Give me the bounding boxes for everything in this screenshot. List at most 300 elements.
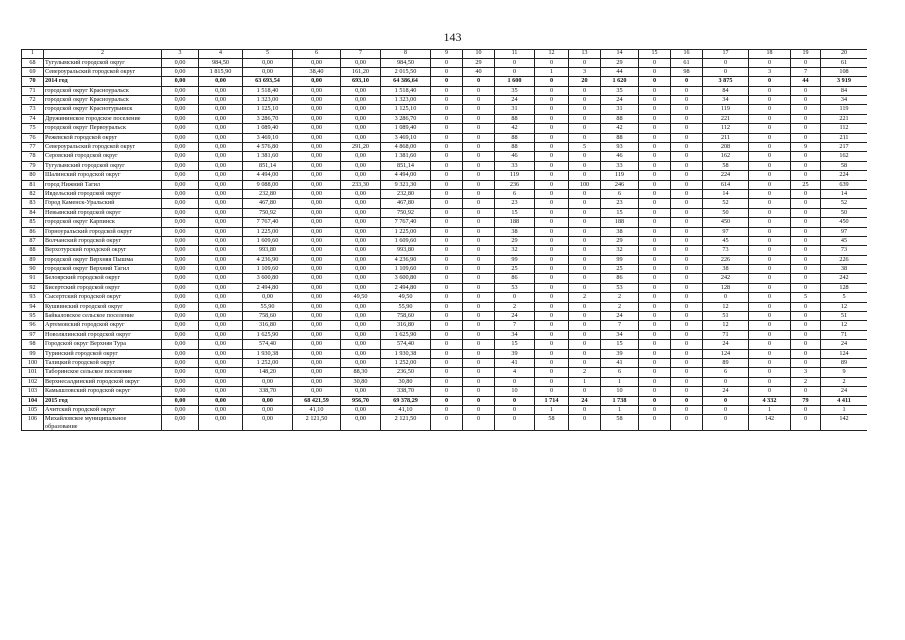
value-cell: 0 [569,274,601,283]
value-cell: 0,00 [199,161,243,170]
value-cell: 0,00 [341,283,381,292]
value-cell: 6 [495,189,535,198]
value-cell: 0,00 [293,368,341,377]
value-cell: 0,00 [341,387,381,396]
value-cell: 9 088,00 [243,180,293,189]
municipality-cell: Кушвинский городской округ [44,302,162,311]
table-row [22,77,868,86]
value-cell: 0 [463,218,495,227]
value-cell: 0 [463,405,495,414]
value-cell: 0 [535,255,569,264]
value-cell: 112 [821,124,868,133]
value-cell: 0,00 [293,274,341,283]
value-cell: 0 [639,180,671,189]
value-cell: 63 693,54 [243,77,293,86]
value-cell: 24 [601,96,639,105]
value-cell: 0 [569,227,601,236]
value-cell: 246 [601,180,639,189]
value-cell: 0,00 [293,330,341,339]
value-cell: 24 [495,312,535,321]
value-cell: 0 [639,86,671,95]
value-cell: 0,00 [243,405,293,414]
value-cell: 0 [671,171,703,180]
value-cell: 9 321,30 [381,180,431,189]
value-cell: 0 [431,283,463,292]
value-cell: 693,10 [341,77,381,86]
value-cell: 0,00 [341,340,381,349]
value-cell: 0 [431,246,463,255]
municipality-cell: городской округ Карпинск [44,218,162,227]
value-cell: 0,00 [341,321,381,330]
value-cell: 42 [601,124,639,133]
value-cell: 0,00 [199,180,243,189]
value-cell: 44 [601,67,639,76]
value-cell: 0 [463,236,495,245]
value-cell: 2 [821,377,868,386]
value-cell: 73 [703,246,749,255]
header-cell: 18 [749,50,791,59]
table-row [22,236,868,245]
value-cell: 0 [639,321,671,330]
value-cell: 639 [821,180,868,189]
value-cell: 0 [463,340,495,349]
row-number-cell: 81 [22,180,44,189]
value-cell: 0,00 [199,77,243,86]
row-number-cell: 75 [22,124,44,133]
value-cell: 4 868,00 [381,143,431,152]
value-cell: 0,00 [341,359,381,368]
value-cell: 226 [703,255,749,264]
value-cell: 0 [569,387,601,396]
value-cell: 3 600,80 [243,274,293,283]
table-row [22,114,868,123]
value-cell: 0 [535,218,569,227]
value-cell: 0 [671,340,703,349]
value-cell: 0,00 [199,265,243,274]
value-cell: 758,60 [243,312,293,321]
value-cell: 7 [601,321,639,330]
value-cell: 0,00 [341,105,381,114]
value-cell: 0 [791,405,821,414]
value-cell: 0,00 [162,114,199,123]
value-cell: 0 [671,208,703,217]
value-cell: 50 [703,208,749,217]
value-cell: 984,50 [199,58,243,67]
value-cell: 0 [749,227,791,236]
value-cell: 1 381,60 [381,152,431,161]
value-cell: 97 [703,227,749,236]
value-cell: 2 [791,377,821,386]
value-cell: 0 [639,340,671,349]
value-cell: 1 [821,405,868,414]
table-row [22,96,868,105]
value-cell: 0 [639,227,671,236]
value-cell: 79 [791,396,821,405]
value-cell: 0 [639,387,671,396]
value-cell: 45 [703,236,749,245]
municipality-cell: Горноуральский городской округ [44,227,162,236]
value-cell: 24 [703,387,749,396]
header-cell: 16 [671,50,703,59]
value-cell: 0,00 [341,58,381,67]
value-cell: 71 [703,330,749,339]
value-cell: 0 [671,114,703,123]
value-cell: 24 [821,387,868,396]
value-cell: 0 [671,161,703,170]
value-cell: 0 [535,321,569,330]
value-cell: 0 [463,124,495,133]
value-cell: 3 286,70 [243,114,293,123]
value-cell: 0,00 [162,293,199,302]
value-cell: 33 [601,161,639,170]
value-cell: 7 [791,67,821,76]
value-cell: 0,00 [162,387,199,396]
value-cell: 24 [821,340,868,349]
value-cell: 0 [749,302,791,311]
value-cell: 2 [601,302,639,311]
value-cell: 12 [821,302,868,311]
row-number-cell: 74 [22,114,44,123]
value-cell: 1 625,90 [381,330,431,339]
value-cell: 1 [569,377,601,386]
value-cell: 20 [569,77,601,86]
value-cell: 0 [431,152,463,161]
row-number-cell: 97 [22,330,44,339]
value-cell: 0 [431,312,463,321]
value-cell: 0,00 [341,246,381,255]
value-cell: 0,00 [162,274,199,283]
header-cell: 4 [199,50,243,59]
value-cell: 0 [535,227,569,236]
value-cell: 0 [671,321,703,330]
value-cell: 188 [601,218,639,227]
row-number-cell: 79 [22,161,44,170]
value-cell: 1 [535,67,569,76]
value-cell: 23 [495,199,535,208]
value-cell: 0 [431,377,463,386]
value-cell: 0,00 [341,208,381,217]
value-cell: 0 [791,387,821,396]
value-cell: 45 [821,236,868,245]
value-cell: 58 [601,415,639,431]
value-cell: 88 [495,114,535,123]
value-cell: 0,00 [199,105,243,114]
value-cell: 0,00 [199,368,243,377]
value-cell: 0,00 [341,171,381,180]
value-cell: 1 109,60 [243,265,293,274]
value-cell: 0,00 [293,227,341,236]
value-cell: 0 [431,180,463,189]
value-cell: 4 576,80 [243,143,293,152]
value-cell: 0 [463,302,495,311]
value-cell: 24 [703,340,749,349]
value-cell: 15 [495,208,535,217]
value-cell: 0 [431,349,463,358]
header-cell: 14 [601,50,639,59]
data-table [21,49,867,431]
value-cell: 0 [639,415,671,431]
municipality-cell: городской округ Верхняя Пышма [44,255,162,264]
value-cell: 0 [535,302,569,311]
value-cell: 0 [495,293,535,302]
value-cell: 0 [463,114,495,123]
value-cell: 0 [703,293,749,302]
value-cell: 0 [431,199,463,208]
value-cell: 0,00 [293,180,341,189]
table-row [22,396,868,405]
value-cell: 1 125,10 [381,105,431,114]
value-cell: 2 015,50 [381,67,431,76]
value-cell: 0,00 [162,143,199,152]
value-cell: 0 [535,133,569,142]
value-cell: 24 [569,396,601,405]
value-cell: 0,00 [162,67,199,76]
row-number-cell: 88 [22,246,44,255]
table-row [22,340,868,349]
value-cell: 4 332 [749,396,791,405]
municipality-cell: Шалинский городской округ [44,171,162,180]
value-cell: 58 [703,161,749,170]
value-cell: 0 [431,227,463,236]
table-row [22,199,868,208]
row-number-cell: 93 [22,293,44,302]
value-cell: 0 [463,312,495,321]
value-cell: 0 [569,152,601,161]
row-number-cell: 71 [22,86,44,95]
value-cell: 0,00 [341,330,381,339]
value-cell: 0,00 [199,133,243,142]
value-cell: 0 [703,396,749,405]
value-cell: 0 [535,124,569,133]
value-cell: 12 [703,302,749,311]
page-number: 143 [443,30,462,44]
value-cell: 0 [569,161,601,170]
value-cell: 0,00 [293,321,341,330]
value-cell: 14 [821,189,868,198]
value-cell: 0 [431,415,463,431]
value-cell: 0 [703,67,749,76]
value-cell: 0,00 [341,133,381,142]
value-cell: 0 [639,312,671,321]
value-cell: 0,00 [199,189,243,198]
value-cell: 89 [821,359,868,368]
value-cell: 1 815,90 [199,67,243,76]
municipality-cell: городской округ Верхний Тагил [44,265,162,274]
value-cell: 0,00 [162,283,199,292]
municipality-cell: Артемовский городской округ [44,321,162,330]
table-row [22,161,868,170]
value-cell: 0 [569,302,601,311]
value-cell: 4 494,00 [243,171,293,180]
row-number-cell: 96 [22,321,44,330]
row-number-cell: 92 [22,283,44,292]
value-cell: 0 [463,86,495,95]
value-cell: 6 [703,368,749,377]
value-cell: 3 875 [703,77,749,86]
value-cell: 0 [749,208,791,217]
value-cell: 55,90 [381,302,431,311]
table-row [22,255,868,264]
value-cell: 34 [495,330,535,339]
value-cell: 0,00 [293,265,341,274]
table-row [22,133,868,142]
header-cell: 12 [535,50,569,59]
value-cell: 0 [569,133,601,142]
municipality-cell: Талицкий городской округ [44,359,162,368]
table-row [22,274,868,283]
table-row [22,330,868,339]
row-number-cell: 78 [22,152,44,161]
value-cell: 211 [821,133,868,142]
value-cell: 0 [749,77,791,86]
header-cell: 5 [243,50,293,59]
value-cell: 0,00 [341,189,381,198]
value-cell: 0 [749,293,791,302]
value-cell: 0,00 [341,265,381,274]
value-cell: 2 [569,368,601,377]
value-cell: 0 [749,246,791,255]
value-cell: 0 [791,124,821,133]
row-number-cell: 72 [22,96,44,105]
value-cell: 0,00 [162,321,199,330]
value-cell: 0,00 [162,105,199,114]
table-row [22,377,868,386]
value-cell: 0 [495,377,535,386]
value-cell: 52 [703,199,749,208]
value-cell: 0,00 [162,77,199,86]
value-cell: 0,00 [162,349,199,358]
value-cell: 0 [671,265,703,274]
value-cell: 0 [749,152,791,161]
value-cell: 49,50 [381,293,431,302]
value-cell: 0,00 [293,124,341,133]
value-cell: 0 [671,377,703,386]
value-cell: 0 [463,171,495,180]
value-cell: 0 [463,180,495,189]
value-cell: 58 [821,161,868,170]
value-cell: 0 [463,77,495,86]
value-cell: 0,00 [199,377,243,386]
value-cell: 0,00 [199,396,243,405]
value-cell: 2 [569,293,601,302]
header-cell: 11 [495,50,535,59]
value-cell: 0 [463,396,495,405]
value-cell: 0 [749,171,791,180]
value-cell: 0 [671,330,703,339]
value-cell: 0 [569,189,601,198]
value-cell: 38 [495,227,535,236]
value-cell: 0 [463,133,495,142]
value-cell: 758,60 [381,312,431,321]
value-cell: 0 [749,330,791,339]
value-cell: 0 [535,152,569,161]
municipality-cell: город Нижний Тагил [44,180,162,189]
row-number-cell: 86 [22,227,44,236]
value-cell: 0 [431,387,463,396]
value-cell: 0 [431,124,463,133]
value-cell: 0 [463,415,495,431]
table-row [22,227,868,236]
value-cell: 119 [495,171,535,180]
value-cell: 0,00 [162,152,199,161]
value-cell: 35 [495,86,535,95]
value-cell: 0,00 [341,152,381,161]
value-cell: 1 930,38 [381,349,431,358]
value-cell: 338,70 [381,387,431,396]
value-cell: 0 [703,377,749,386]
municipality-cell: Тугулымский городской округ [44,161,162,170]
value-cell: 0,00 [199,124,243,133]
municipality-cell: Волчанский городской округ [44,236,162,245]
row-number-cell: 100 [22,359,44,368]
value-cell: 0,00 [199,143,243,152]
municipality-cell: Режевской городской округ [44,133,162,142]
value-cell: 0 [535,77,569,86]
value-cell: 614 [703,180,749,189]
value-cell: 0,00 [199,283,243,292]
value-cell: 0,00 [199,330,243,339]
value-cell: 984,50 [381,58,431,67]
value-cell: 0,00 [199,255,243,264]
value-cell: 100 [569,180,601,189]
value-cell: 0 [569,86,601,95]
value-cell: 0 [431,114,463,123]
value-cell: 0,00 [162,312,199,321]
value-cell: 0,00 [341,302,381,311]
value-cell: 0 [639,349,671,358]
row-number-cell: 68 [22,58,44,67]
municipality-cell: Тугулымский городской округ [44,58,162,67]
value-cell: 39 [495,349,535,358]
table-row [22,293,868,302]
value-cell: 0 [495,58,535,67]
value-cell: 0 [569,58,601,67]
value-cell: 0 [791,302,821,311]
value-cell: 993,80 [381,246,431,255]
value-cell: 0,00 [293,152,341,161]
value-cell: 128 [703,283,749,292]
value-cell: 0 [431,293,463,302]
value-cell: 221 [703,114,749,123]
value-cell: 3 469,10 [243,133,293,142]
value-cell: 208 [703,143,749,152]
value-cell: 0 [535,105,569,114]
value-cell: 40 [463,67,495,76]
value-cell: 0 [639,77,671,86]
value-cell: 1 930,38 [243,349,293,358]
value-cell: 211 [703,133,749,142]
row-number-cell: 89 [22,255,44,264]
value-cell: 88 [601,114,639,123]
value-cell: 0 [749,189,791,198]
value-cell: 0,00 [293,293,341,302]
value-cell: 69 378,29 [381,396,431,405]
value-cell: 1 [749,405,791,414]
value-cell: 0 [791,114,821,123]
value-cell: 1 609,60 [243,236,293,245]
value-cell: 0,00 [293,161,341,170]
value-cell: 0 [749,340,791,349]
value-cell: 0 [463,274,495,283]
value-cell: 25 [601,265,639,274]
value-cell: 0 [569,124,601,133]
value-cell: 0,00 [199,302,243,311]
value-cell: 0,00 [199,236,243,245]
value-cell: 0,00 [199,199,243,208]
value-cell: 0 [671,405,703,414]
value-cell: 0 [569,246,601,255]
value-cell: 99 [601,255,639,264]
